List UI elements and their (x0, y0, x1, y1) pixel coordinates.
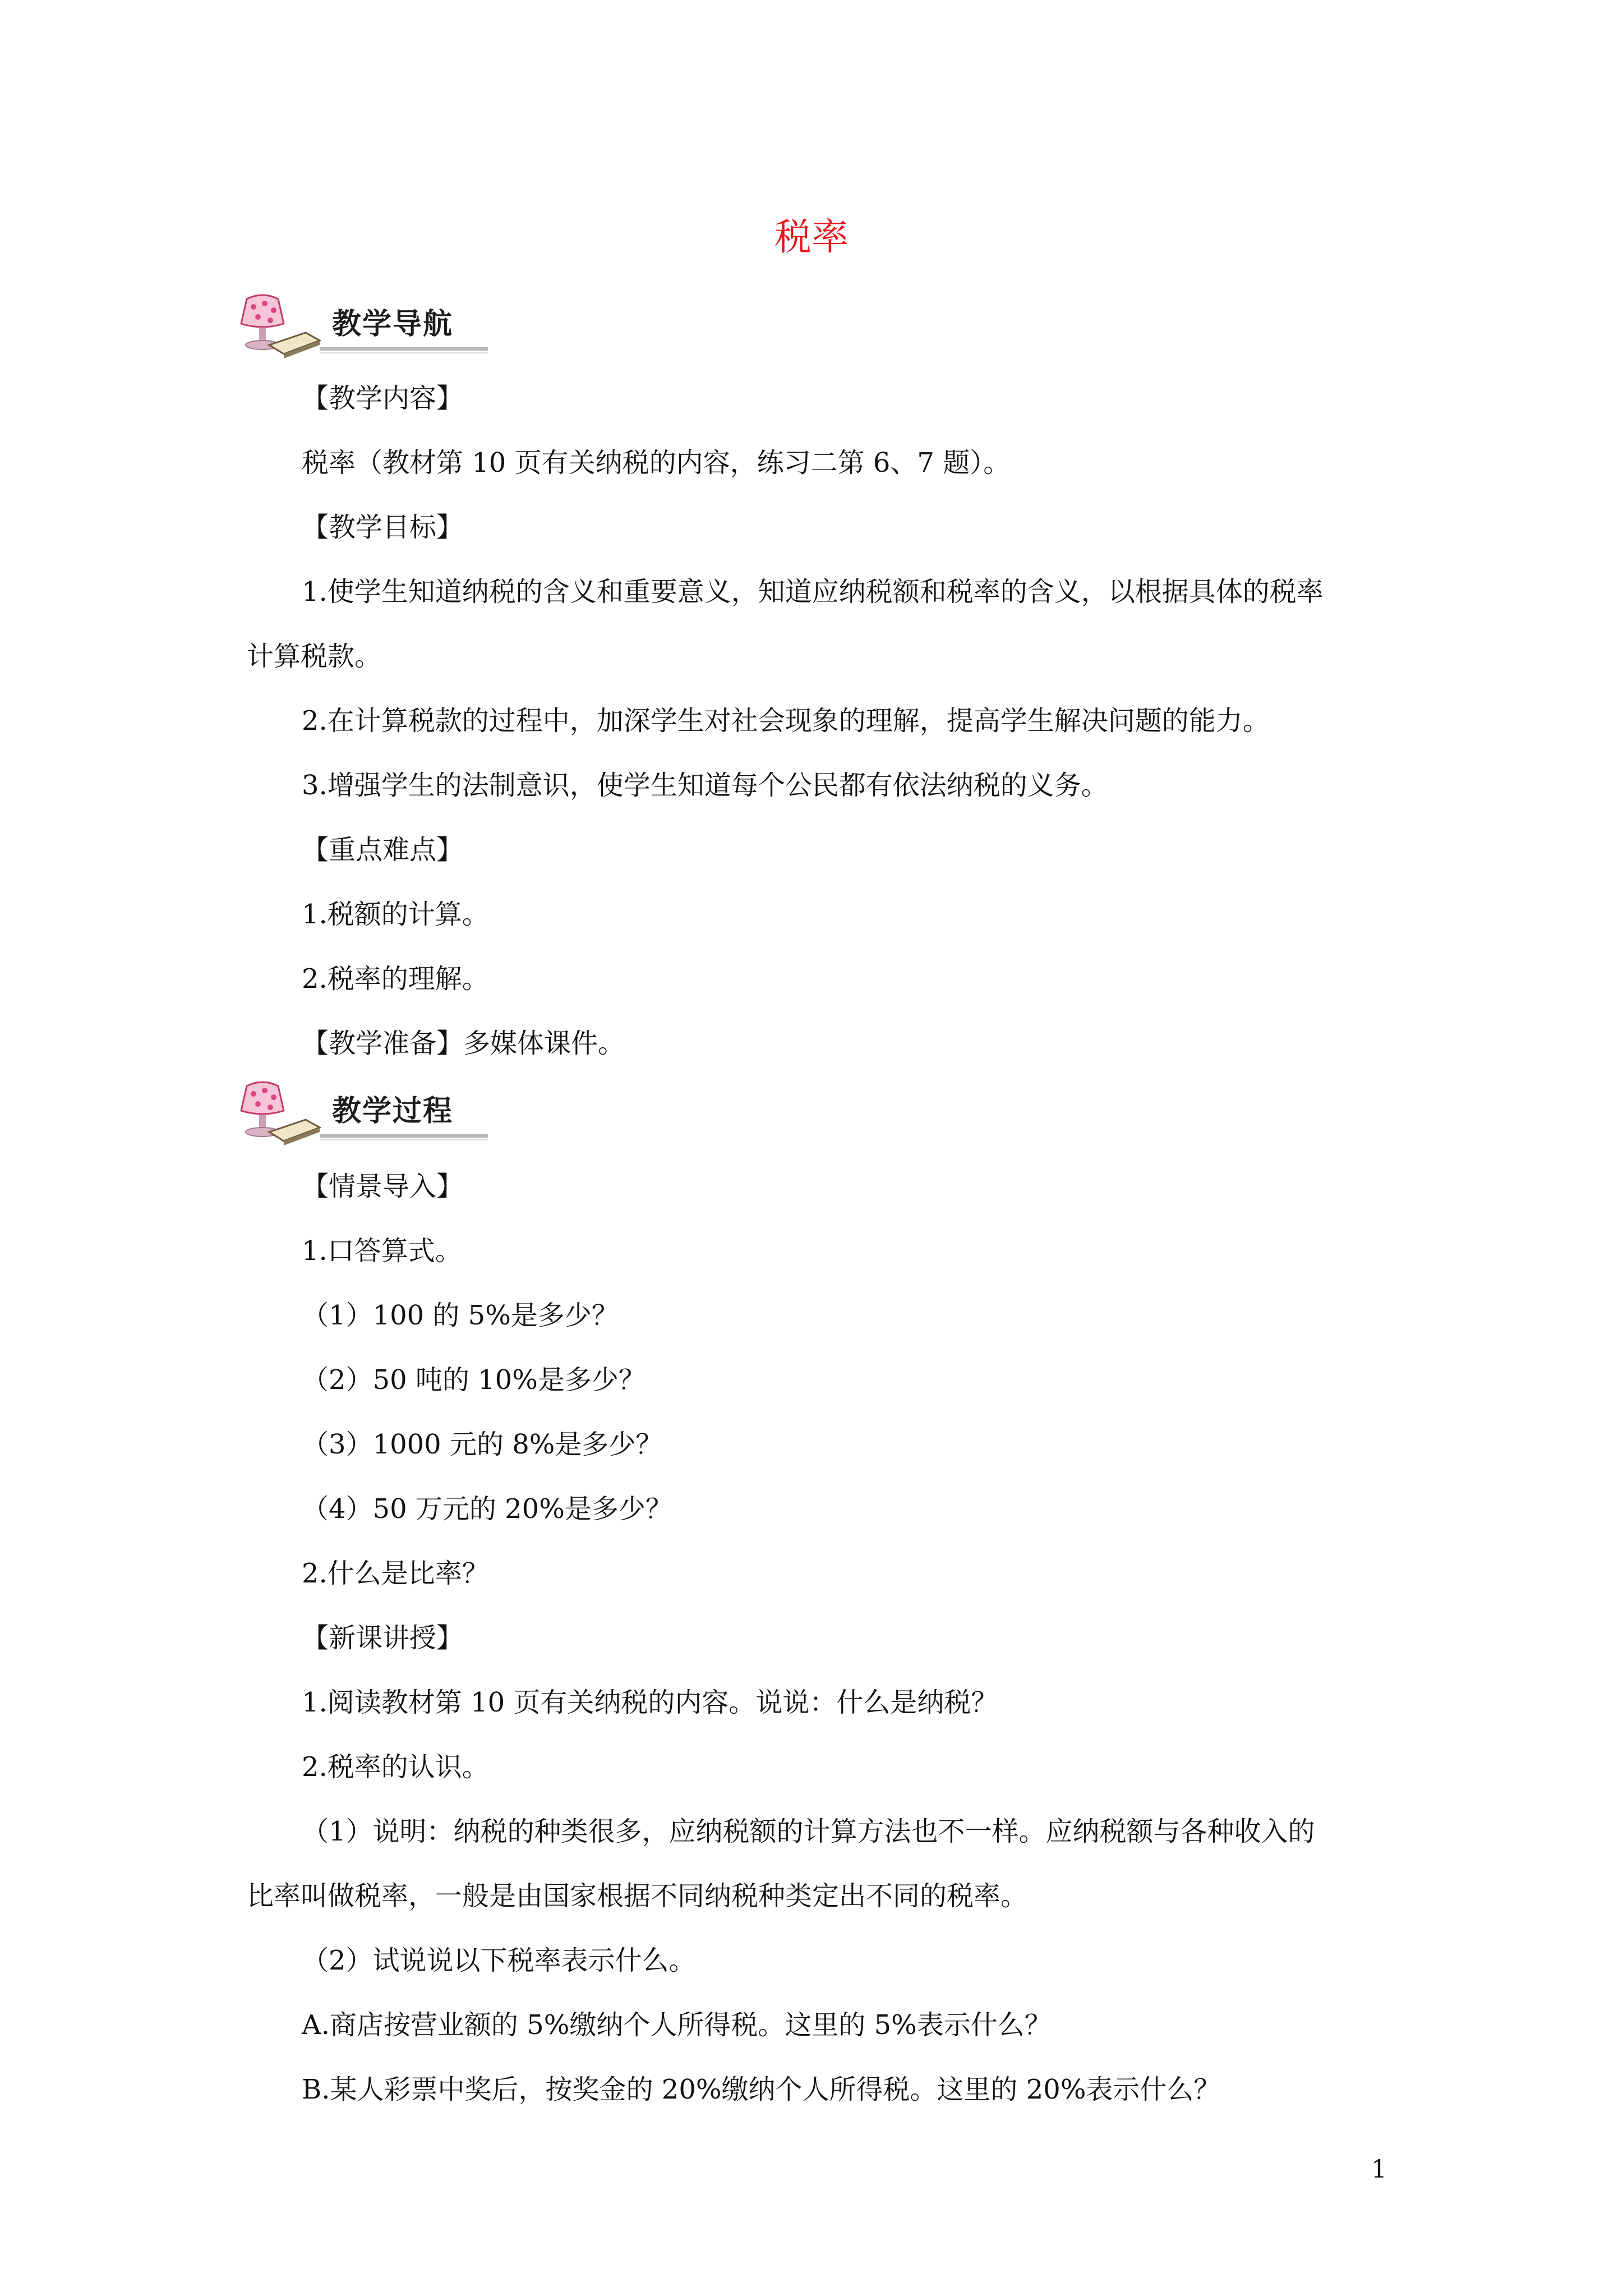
heading-new-lesson: 【新课讲授】 (302, 1622, 464, 1654)
paragraph-line: （2）试说说以下税率表示什么。 (302, 1945, 696, 1976)
paragraph-line: 2.税率的理解。 (302, 963, 489, 995)
section-title-process: 教学过程 (332, 1094, 454, 1128)
paragraph-line: 1.口答算式。 (302, 1235, 462, 1267)
paragraph-line: （1）100 的 5%是多少？ (302, 1300, 619, 1331)
heading-key-points: 【重点难点】 (302, 834, 464, 866)
paragraph-line: A.商店按营业额的 5%缴纳个人所得税。这里的 5%表示什么？ (302, 2009, 1052, 2041)
paragraph-line: 2.什么是比率？ (302, 1558, 489, 1589)
section-title-nav: 教学导航 (332, 307, 454, 341)
paragraph-line: 计算税款。 (247, 641, 382, 672)
heading-teaching-goals: 【教学目标】 (302, 512, 464, 543)
paragraph-line: （2）50 吨的 10%是多少？ (302, 1364, 645, 1396)
paragraph-line: 1.使学生知道纳税的含义和重要意义，知道应纳税额和税率的含义，以根据具体的税率 (302, 576, 1324, 608)
document-title: 税率 (774, 215, 849, 259)
heading-preparation: 【教学准备】多媒体课件。 (302, 1028, 625, 1059)
paragraph-line: 3.增强学生的法制意识，使学生知道每个公民都有依法纳税的义务。 (302, 770, 1108, 801)
paragraph-line: 税率（教材第 10 页有关纳税的内容，练习二第 6、7 题）。 (302, 447, 1011, 478)
paragraph-line: 比率叫做税率，一般是由国家根据不同纳税种类定出不同的税率。 (247, 1880, 1028, 1912)
paragraph-line: 2.在计算税款的过程中，加深学生对社会现象的理解，提高学生解决问题的能力。 (302, 705, 1270, 737)
heading-scenario-intro: 【情景导入】 (302, 1171, 464, 1202)
paragraph-line: 2.税率的认识。 (302, 1751, 489, 1783)
paragraph-line: （3）1000 元的 8%是多少？ (302, 1429, 663, 1460)
section-banner-process (236, 1076, 494, 1149)
paragraph-line: （4）50 万元的 20%是多少？ (302, 1493, 672, 1525)
page-number: 1 (1371, 2155, 1387, 2184)
paragraph-line: 1.阅读教材第 10 页有关纳税的内容。说说：什么是纳税？ (302, 1687, 998, 1718)
paragraph-line: （1）说明：纳税的种类很多，应纳税额的计算方法也不一样。应纳税额与各种收入的 (302, 1816, 1315, 1847)
paragraph-line: B.某人彩票中奖后，按奖金的 20%缴纳个人所得税。这里的 20%表示什么？ (302, 2074, 1221, 2105)
section-banner-nav (236, 289, 494, 362)
paragraph-line: 1.税额的计算。 (302, 899, 489, 930)
heading-teaching-content: 【教学内容】 (302, 383, 464, 414)
